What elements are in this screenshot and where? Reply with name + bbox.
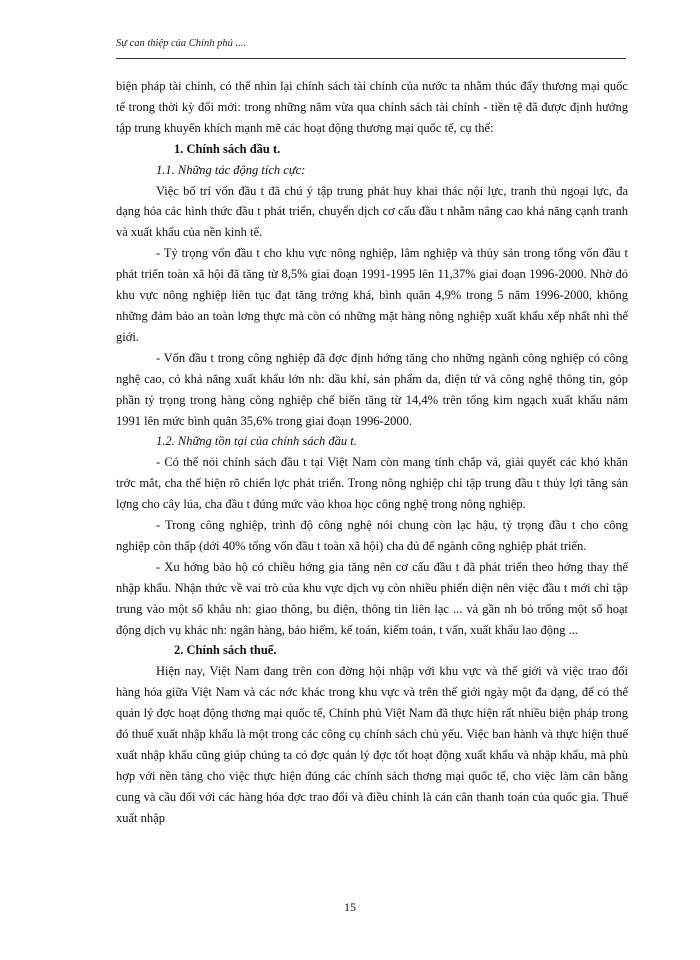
page-number: 15 xyxy=(344,900,356,914)
paragraph: Việc bố trí vốn đầu t đã chú ý tập trung phát huy khai thác nội lực, tranh thủ ngoại lực, đa dạng hóa các hình thức đầu t phát triển, chuyển dịch cơ cấu đầu t nhằm nâng cao khả năng cạnh tranh và xuất khẩu của nền kinh tế. xyxy=(116,183,628,240)
paragraph-intro: biện pháp tài chính, có thể nhìn lại chính sách tài chính của nước ta nhằm thúc đẩy thương mại quốc tế trong thời kỳ đổi mới: trong những năm vừa qua chính sách tài chính - tiền tệ đã được định hướng tập trung khuyến khích mạnh mẽ các hoạt động thương mại quốc tế, cụ thể: xyxy=(116,79,628,135)
paragraph: - Trong công nghiệp, trình độ công nghệ nói chung còn lạc hậu, tỷ trọng đầu t cho công nghiệp còn thấp (dới 40% tổng vốn đầu t toàn xã hội) cha đủ để ngành công nghiệp phát triển. xyxy=(116,518,628,553)
header-rule xyxy=(116,58,626,59)
section-heading-tax: 2. Chính sách thuế. xyxy=(174,643,277,658)
paragraph: - Vốn đầu t trong công nghiệp đã đợc định hớng tăng cho những ngành công nghiệp có công nghệ cao, có khả năng xuất khẩu lớn nh: dầu khí, sản phẩm da, điện tử và công nghệ thông tin, góp phần tỷ trọng trong hàng công nghiệp chế biến tăng từ 14,4% trên tổng kim ngạch xuất khẩu năm 1991 lên mức bình quân 35,6% trong giai đoạn 1996-2000. xyxy=(116,350,628,428)
subheading-positive-effects: 1.1. Những tác động tích cực: xyxy=(156,162,306,177)
paragraph: - Tỷ trọng vốn đầu t cho khu vực nông nghiệp, lâm nghiệp và thủy sản trong tổng vốn đầu t phát triển toàn xã hội đã tăng từ 8,5% giai đoạn 1991-1995 lên 11,37% giai đoạn 1996-2000. Nhờ đó khu vực nông nghiệp liên tục đạt tăng trởng khá, bình quân 4,9% trong 5 năm 1996-2000, không những đảm bảo an toàn lơng thực mà còn có những mặt hàng nông nghiệp xuất khẩu xếp nhất nhì thế giới. xyxy=(116,246,628,344)
paragraph: Hiện nay, Việt Nam đang trên con đờng hội nhập với khu vực và thế giới và việc trao đổi hàng hóa giữa Việt Nam và các nớc khác trong khu vực và trên thế giới ngày một đa dạng, để có thể quản lý đợc hoạt động thơng mại quốc tế, Chính phủ Việt Nam đã thực hiện rất nhiều biện pháp trong đó thuế xuất nhập khẩu là một trong các công cụ chính sách chủ yếu. Việc ban hành và thực hiện thuế xuất nhập khẩu cũng giúp chúng ta có đợc quản lý đợc tốt hoạt động xuất khẩu và nhập khẩu, mà phù hợp với nền tảng cho việc thực hiện đúng các chính sách thơng mại quốc tế, cho việc làm cân bằng cung và cầu đối với các hàng hóa đợc trao đổi và điều chỉnh là cán cân thanh toán của quốc gia. Thuế xuất nhập xyxy=(116,664,628,825)
section-heading-investment: 1. Chính sách đầu t. xyxy=(174,141,281,156)
running-header: Sự can thiệp của Chính phủ .... xyxy=(116,38,246,49)
paragraph: - Có thể nói chính sách đầu t tại Việt Nam còn mang tính chắp vá, giải quyết các khó khăn trớc mắt, cha thể hiện rõ chiến lợc phát triển. Trong nông nghiệp chỉ tập trung đầu t thủy lợi tăng sản lợng cho cây lúa, cha đầu t đúng mức vào khoa học công nghệ trong nông nghiệp. xyxy=(116,455,628,512)
document-body xyxy=(116,76,628,829)
subheading-shortcomings: 1.2. Những tồn tại của chính sách đầu t. xyxy=(156,434,357,449)
paragraph: - Xu hớng bảo hộ có chiều hớng gia tăng nên cơ cấu đầu t đã phát triển theo hớng thay thế nhập khẩu. Nhận thức về vai trò của khu vực dịch vụ còn nhiều phiến diện nên việc đầu t mới chỉ tập trung vào một số khâu nh: giao thông, bu điện, thông tin liên lạc ... và gần nh bỏ trống một số hoạt động dịch vụ khác nh: ngân hàng, bảo hiểm, kế toán, kiểm toán, t vấn, xuất khẩu lao động ... xyxy=(116,559,628,637)
